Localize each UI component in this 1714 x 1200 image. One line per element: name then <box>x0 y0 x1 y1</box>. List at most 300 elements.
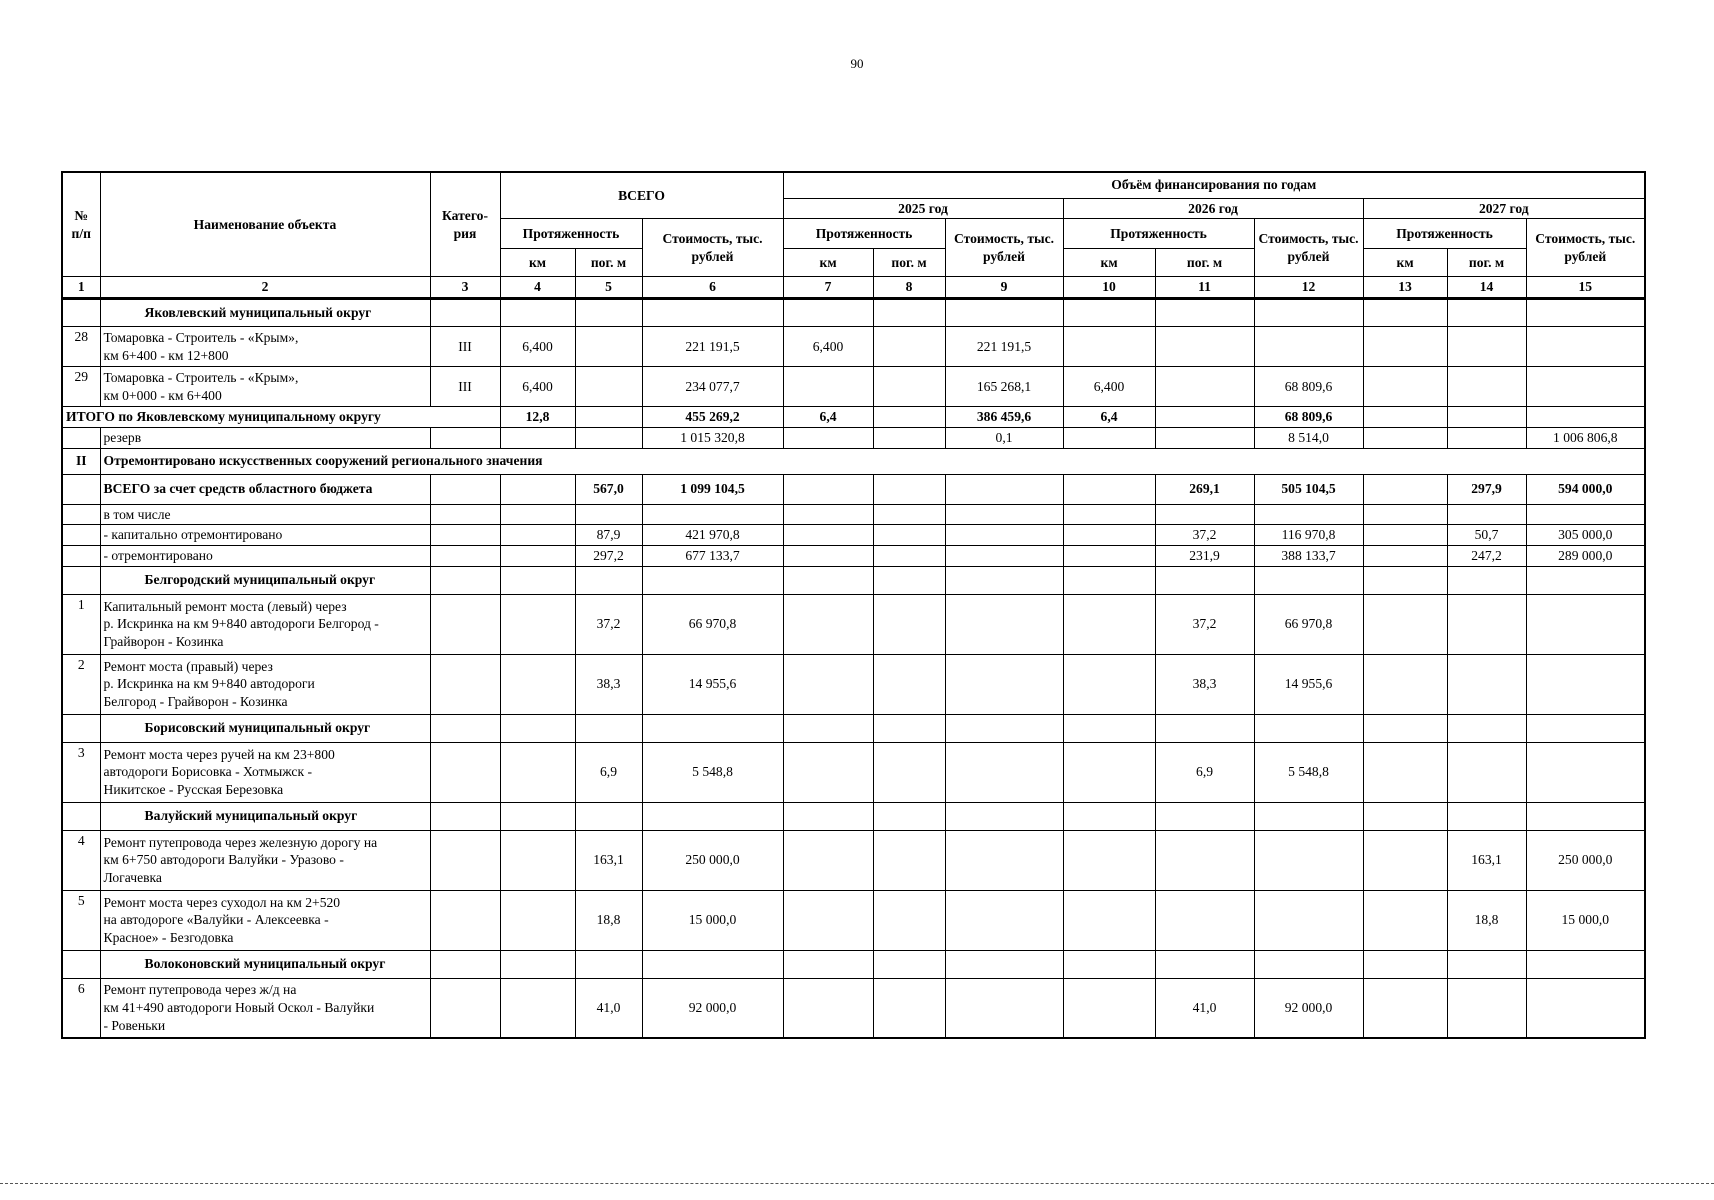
table-cell <box>575 714 642 742</box>
district-name: Валуйский муниципальный округ <box>100 802 430 830</box>
table-cell <box>873 950 945 978</box>
table-cell <box>1063 890 1155 950</box>
table-cell <box>1155 802 1254 830</box>
category-cell <box>430 566 500 594</box>
table-cell: 15 000,0 <box>642 890 783 950</box>
header-pm-total: пог. м <box>575 249 642 277</box>
table-cell <box>783 654 873 714</box>
table-row <box>62 327 1645 367</box>
table-cell <box>1254 950 1363 978</box>
table-row <box>62 654 1645 714</box>
category-cell <box>430 890 500 950</box>
column-number-row <box>62 277 1645 299</box>
table-cell <box>873 890 945 950</box>
table-cell <box>1063 566 1155 594</box>
table-cell <box>1526 742 1645 802</box>
table-cell: 297,2 <box>575 545 642 566</box>
table-cell <box>1526 566 1645 594</box>
table-cell <box>873 504 945 525</box>
table-row <box>62 474 1645 504</box>
table-cell <box>575 367 642 407</box>
table-cell <box>500 525 575 546</box>
table-cell <box>500 594 575 654</box>
table-cell <box>575 566 642 594</box>
table-cell <box>575 802 642 830</box>
subtotal-cell: 6,4 <box>1063 407 1155 428</box>
header-km-total: км <box>500 249 575 277</box>
table-cell: 68 809,6 <box>1254 367 1363 407</box>
table-cell <box>1063 504 1155 525</box>
table-cell <box>575 950 642 978</box>
header-km-2026: км <box>1063 249 1155 277</box>
table-cell <box>1063 978 1155 1038</box>
category-cell <box>430 525 500 546</box>
table-cell <box>1447 327 1526 367</box>
table-cell <box>873 474 945 504</box>
header-year-2027: 2027 год <box>1363 198 1645 219</box>
header-length-2027: Протяженность <box>1363 219 1526 249</box>
header-length-2025: Протяженность <box>783 219 945 249</box>
table-cell: 14 955,6 <box>642 654 783 714</box>
table-cell <box>1447 299 1526 327</box>
table-cell <box>945 545 1063 566</box>
table-cell <box>1155 367 1254 407</box>
subtotal-label: ИТОГО по Яковлевскому муниципальному округу <box>62 407 500 428</box>
subtotal-cell <box>873 407 945 428</box>
table-cell <box>575 504 642 525</box>
category-cell <box>430 474 500 504</box>
table-cell <box>1526 654 1645 714</box>
header-no: № п/п <box>62 172 100 277</box>
table-cell <box>1063 950 1155 978</box>
table-cell: 6,9 <box>575 742 642 802</box>
object-name-cell: - капитально отремонтировано <box>100 525 430 546</box>
table-cell <box>873 654 945 714</box>
table-cell <box>1063 427 1155 448</box>
category-cell <box>430 950 500 978</box>
table-cell <box>873 545 945 566</box>
table-cell: 5 548,8 <box>642 742 783 802</box>
table-cell: 66 970,8 <box>642 594 783 654</box>
table-cell <box>1526 950 1645 978</box>
table-cell <box>1363 950 1447 978</box>
table-cell <box>945 299 1063 327</box>
row-number-cell <box>62 474 100 504</box>
table-cell: 38,3 <box>1155 654 1254 714</box>
table-cell <box>1063 802 1155 830</box>
table-cell <box>873 566 945 594</box>
table-cell <box>783 566 873 594</box>
table-cell <box>1063 327 1155 367</box>
table-cell <box>500 545 575 566</box>
object-name-cell: Ремонт моста (правый) через р. Искринка на км 9+840 автодороги Белгород - Грайворон - Козинка <box>100 654 430 714</box>
table-cell <box>945 890 1063 950</box>
object-name-cell: резерв <box>100 427 430 448</box>
table-cell <box>783 802 873 830</box>
object-name-cell: Томаровка - Строитель - «Крым», км 6+400 - км 12+800 <box>100 327 430 367</box>
subtotal-cell <box>1155 407 1254 428</box>
subtotal-cell: 12,8 <box>500 407 575 428</box>
header-length-2026: Протяженность <box>1063 219 1254 249</box>
object-name-cell: Ремонт путепровода через железную дорогу на км 6+750 автодороги Валуйки - Уразово - Логачевка <box>100 830 430 890</box>
page-bottom-rule <box>0 1183 1714 1184</box>
table-cell <box>642 714 783 742</box>
object-name-cell: Капитальный ремонт моста (левый) через р. Искринка на км 9+840 автодороги Белгород - Грайворон - Козинка <box>100 594 430 654</box>
table-cell <box>1447 742 1526 802</box>
table-cell <box>945 594 1063 654</box>
header-pm-2026: пог. м <box>1155 249 1254 277</box>
table-cell: 0,1 <box>945 427 1063 448</box>
column-number-7: 7 <box>783 277 873 299</box>
object-name-cell: Ремонт моста через ручей на км 23+800 автодороги Борисовка - Хотмыжск - Никитское - Русская Березовка <box>100 742 430 802</box>
table-cell: 50,7 <box>1447 525 1526 546</box>
section-number: II <box>62 448 100 474</box>
table-row <box>62 525 1645 546</box>
table-cell: 1 099 104,5 <box>642 474 783 504</box>
header-pm-2025: пог. м <box>873 249 945 277</box>
table-cell <box>783 474 873 504</box>
object-name-cell: Ремонт путепровода через ж/д на км 41+490 автодороги Новый Оскол - Валуйки - Ровеньки <box>100 978 430 1038</box>
subtotal-cell: 6,4 <box>783 407 873 428</box>
table-cell <box>1526 594 1645 654</box>
table-cell <box>1063 474 1155 504</box>
table-cell <box>1447 566 1526 594</box>
table-cell <box>1447 504 1526 525</box>
table-cell <box>945 830 1063 890</box>
header-total: ВСЕГО <box>500 172 783 219</box>
table-cell <box>1363 654 1447 714</box>
table-cell <box>500 504 575 525</box>
table-cell: 18,8 <box>575 890 642 950</box>
object-name-cell: Томаровка - Строитель - «Крым», км 0+000 - км 6+400 <box>100 367 430 407</box>
object-name-cell: Ремонт моста через суходол на км 2+520 на автодороге «Валуйки - Алексеевка - Красное» - Безгодовка <box>100 890 430 950</box>
table-cell <box>1447 978 1526 1038</box>
object-name-cell: в том числе <box>100 504 430 525</box>
table-cell <box>945 504 1063 525</box>
table-cell <box>1363 427 1447 448</box>
table-cell <box>500 566 575 594</box>
category-cell: III <box>430 327 500 367</box>
table-cell: 6,400 <box>1063 367 1155 407</box>
table-cell: 247,2 <box>1447 545 1526 566</box>
table-cell: 66 970,8 <box>1254 594 1363 654</box>
category-cell <box>430 299 500 327</box>
table-cell: 8 514,0 <box>1254 427 1363 448</box>
row-number-cell <box>62 950 100 978</box>
district-name: Борисовский муниципальный округ <box>100 714 430 742</box>
column-number-10: 10 <box>1063 277 1155 299</box>
table-cell <box>575 327 642 367</box>
table-body <box>62 299 1645 1038</box>
header-category: Катего- рия <box>430 172 500 277</box>
row-number-cell: 5 <box>62 890 100 950</box>
table-cell: 567,0 <box>575 474 642 504</box>
table-cell <box>575 427 642 448</box>
table-cell <box>1063 654 1155 714</box>
table-cell <box>500 427 575 448</box>
table-cell <box>873 594 945 654</box>
row-number-cell: 29 <box>62 367 100 407</box>
header-financing: Объём финансирования по годам <box>783 172 1645 198</box>
category-cell <box>430 978 500 1038</box>
table-cell <box>1155 714 1254 742</box>
table-cell <box>500 299 575 327</box>
table-cell: 165 268,1 <box>945 367 1063 407</box>
table-cell: 677 133,7 <box>642 545 783 566</box>
row-number-cell <box>62 525 100 546</box>
category-cell <box>430 654 500 714</box>
table-cell: 269,1 <box>1155 474 1254 504</box>
table-row <box>62 950 1645 978</box>
table-cell: 163,1 <box>1447 830 1526 890</box>
row-number-cell <box>62 802 100 830</box>
column-number-9: 9 <box>945 277 1063 299</box>
table-cell <box>1447 950 1526 978</box>
table-cell: 92 000,0 <box>642 978 783 1038</box>
table-cell <box>642 566 783 594</box>
table-cell <box>945 525 1063 546</box>
row-number-cell <box>62 299 100 327</box>
column-number-11: 11 <box>1155 277 1254 299</box>
table-cell <box>1063 714 1155 742</box>
table-cell: 250 000,0 <box>1526 830 1645 890</box>
row-number-cell <box>62 714 100 742</box>
row-number-cell <box>62 427 100 448</box>
table-cell <box>945 950 1063 978</box>
table-cell <box>783 950 873 978</box>
table-cell <box>500 654 575 714</box>
table-cell <box>1254 327 1363 367</box>
table-cell <box>1155 890 1254 950</box>
table-cell <box>1526 504 1645 525</box>
table-row <box>62 367 1645 407</box>
table-cell <box>500 474 575 504</box>
financing-table <box>61 171 1646 1039</box>
table-row <box>62 566 1645 594</box>
table-cell <box>783 525 873 546</box>
table-cell <box>783 594 873 654</box>
table-cell <box>1363 890 1447 950</box>
table-cell <box>1155 299 1254 327</box>
table-cell: 505 104,5 <box>1254 474 1363 504</box>
table-cell <box>783 427 873 448</box>
table-cell: 221 191,5 <box>945 327 1063 367</box>
table-cell <box>945 802 1063 830</box>
column-number-15: 15 <box>1526 277 1645 299</box>
header-year-2025: 2025 год <box>783 198 1063 219</box>
table-cell: 297,9 <box>1447 474 1526 504</box>
table-cell <box>945 566 1063 594</box>
table-cell: 37,2 <box>1155 525 1254 546</box>
table-cell <box>1254 566 1363 594</box>
table-cell <box>1363 474 1447 504</box>
table-cell <box>500 830 575 890</box>
category-cell <box>430 545 500 566</box>
table-cell <box>1363 525 1447 546</box>
row-number-cell: 6 <box>62 978 100 1038</box>
table-cell <box>873 525 945 546</box>
table-cell <box>783 830 873 890</box>
table-cell <box>783 890 873 950</box>
column-number-4: 4 <box>500 277 575 299</box>
table-row <box>62 299 1645 327</box>
table-cell: 289 000,0 <box>1526 545 1645 566</box>
table-cell <box>783 367 873 407</box>
table-row <box>62 802 1645 830</box>
table-cell <box>1363 802 1447 830</box>
financing-table-container <box>61 171 1644 1039</box>
header-cost-2025: Стоимость, тыс. рублей <box>945 219 1063 277</box>
table-cell <box>1447 367 1526 407</box>
district-name: Волоконовский муниципальный округ <box>100 950 430 978</box>
table-cell <box>873 427 945 448</box>
table-cell <box>1155 427 1254 448</box>
table-cell <box>1526 978 1645 1038</box>
table-cell <box>1447 594 1526 654</box>
table-cell <box>1254 504 1363 525</box>
row-number-cell: 3 <box>62 742 100 802</box>
table-cell <box>1254 830 1363 890</box>
header-cost-2027: Стоимость, тыс. рублей <box>1526 219 1645 277</box>
column-number-5: 5 <box>575 277 642 299</box>
object-name-cell: ВСЕГО за счет средств областного бюджета <box>100 474 430 504</box>
row-number-cell: 4 <box>62 830 100 890</box>
header-cost-total: Стоимость, тыс. рублей <box>642 219 783 277</box>
section-title: Отремонтировано искусственных сооружений регионального значения <box>100 448 1645 474</box>
table-cell: 305 000,0 <box>1526 525 1645 546</box>
table-cell <box>945 978 1063 1038</box>
table-cell <box>873 978 945 1038</box>
column-number-14: 14 <box>1447 277 1526 299</box>
table-cell <box>1155 327 1254 367</box>
table-cell <box>1363 504 1447 525</box>
table-cell <box>500 802 575 830</box>
table-header <box>62 172 1645 299</box>
table-cell: 38,3 <box>575 654 642 714</box>
table-cell: 1 006 806,8 <box>1526 427 1645 448</box>
page-number: 90 <box>850 56 864 71</box>
table-cell <box>1363 742 1447 802</box>
category-cell <box>430 830 500 890</box>
table-cell: 18,8 <box>1447 890 1526 950</box>
table-cell: 14 955,6 <box>1254 654 1363 714</box>
table-cell <box>500 742 575 802</box>
table-cell: 5 548,8 <box>1254 742 1363 802</box>
table-cell <box>1447 714 1526 742</box>
table-cell <box>1155 830 1254 890</box>
table-cell: 163,1 <box>575 830 642 890</box>
table-cell <box>1363 978 1447 1038</box>
table-cell: 6,9 <box>1155 742 1254 802</box>
table-row <box>62 714 1645 742</box>
category-cell: III <box>430 367 500 407</box>
row-number-cell: 28 <box>62 327 100 367</box>
table-row <box>62 448 1645 474</box>
header-pm-2027: пог. м <box>1447 249 1526 277</box>
table-cell <box>783 299 873 327</box>
table-cell: 15 000,0 <box>1526 890 1645 950</box>
subtotal-cell: 455 269,2 <box>642 407 783 428</box>
table-cell: 421 970,8 <box>642 525 783 546</box>
table-cell <box>1063 742 1155 802</box>
table-cell <box>873 367 945 407</box>
table-cell <box>783 504 873 525</box>
table-cell <box>873 299 945 327</box>
table-cell: 87,9 <box>575 525 642 546</box>
subtotal-cell <box>575 407 642 428</box>
table-cell: 231,9 <box>1155 545 1254 566</box>
table-cell <box>1363 299 1447 327</box>
table-cell <box>873 327 945 367</box>
table-cell <box>1155 566 1254 594</box>
table-cell <box>1363 367 1447 407</box>
table-cell: 388 133,7 <box>1254 545 1363 566</box>
header-length-total: Протяженность <box>500 219 642 249</box>
table-cell <box>1254 802 1363 830</box>
header-name: Наименование объекта <box>100 172 430 277</box>
table-cell <box>945 714 1063 742</box>
table-cell <box>1063 594 1155 654</box>
table-cell <box>500 978 575 1038</box>
table-cell <box>1526 299 1645 327</box>
table-cell: 41,0 <box>575 978 642 1038</box>
table-row <box>62 594 1645 654</box>
subtotal-cell <box>1447 407 1526 428</box>
table-cell <box>642 802 783 830</box>
table-cell <box>1526 714 1645 742</box>
table-cell: 41,0 <box>1155 978 1254 1038</box>
table-cell <box>500 714 575 742</box>
table-cell <box>1363 545 1447 566</box>
table-cell <box>945 654 1063 714</box>
column-number-13: 13 <box>1363 277 1447 299</box>
table-row <box>62 978 1645 1038</box>
table-cell <box>873 714 945 742</box>
table-cell <box>1447 427 1526 448</box>
table-cell: 250 000,0 <box>642 830 783 890</box>
table-cell <box>945 742 1063 802</box>
table-cell <box>642 504 783 525</box>
table-cell <box>1447 802 1526 830</box>
category-cell <box>430 802 500 830</box>
table-row <box>62 830 1645 890</box>
column-number-1: 1 <box>62 277 100 299</box>
column-number-3: 3 <box>430 277 500 299</box>
table-cell: 37,2 <box>575 594 642 654</box>
category-cell <box>430 427 500 448</box>
table-cell: 594 000,0 <box>1526 474 1645 504</box>
table-cell: 116 970,8 <box>1254 525 1363 546</box>
table-cell <box>1363 566 1447 594</box>
table-cell <box>1063 299 1155 327</box>
table-cell: 1 015 320,8 <box>642 427 783 448</box>
table-cell: 234 077,7 <box>642 367 783 407</box>
table-cell <box>1063 525 1155 546</box>
table-cell <box>783 742 873 802</box>
table-cell <box>500 950 575 978</box>
row-number-cell <box>62 504 100 525</box>
table-row <box>62 504 1645 525</box>
table-cell <box>783 978 873 1038</box>
header-cost-2026: Стоимость, тыс. рублей <box>1254 219 1363 277</box>
table-row <box>62 545 1645 566</box>
row-number-cell <box>62 545 100 566</box>
category-cell <box>430 594 500 654</box>
table-cell <box>1447 654 1526 714</box>
subtotal-cell <box>1363 407 1447 428</box>
column-number-6: 6 <box>642 277 783 299</box>
table-cell <box>1526 367 1645 407</box>
